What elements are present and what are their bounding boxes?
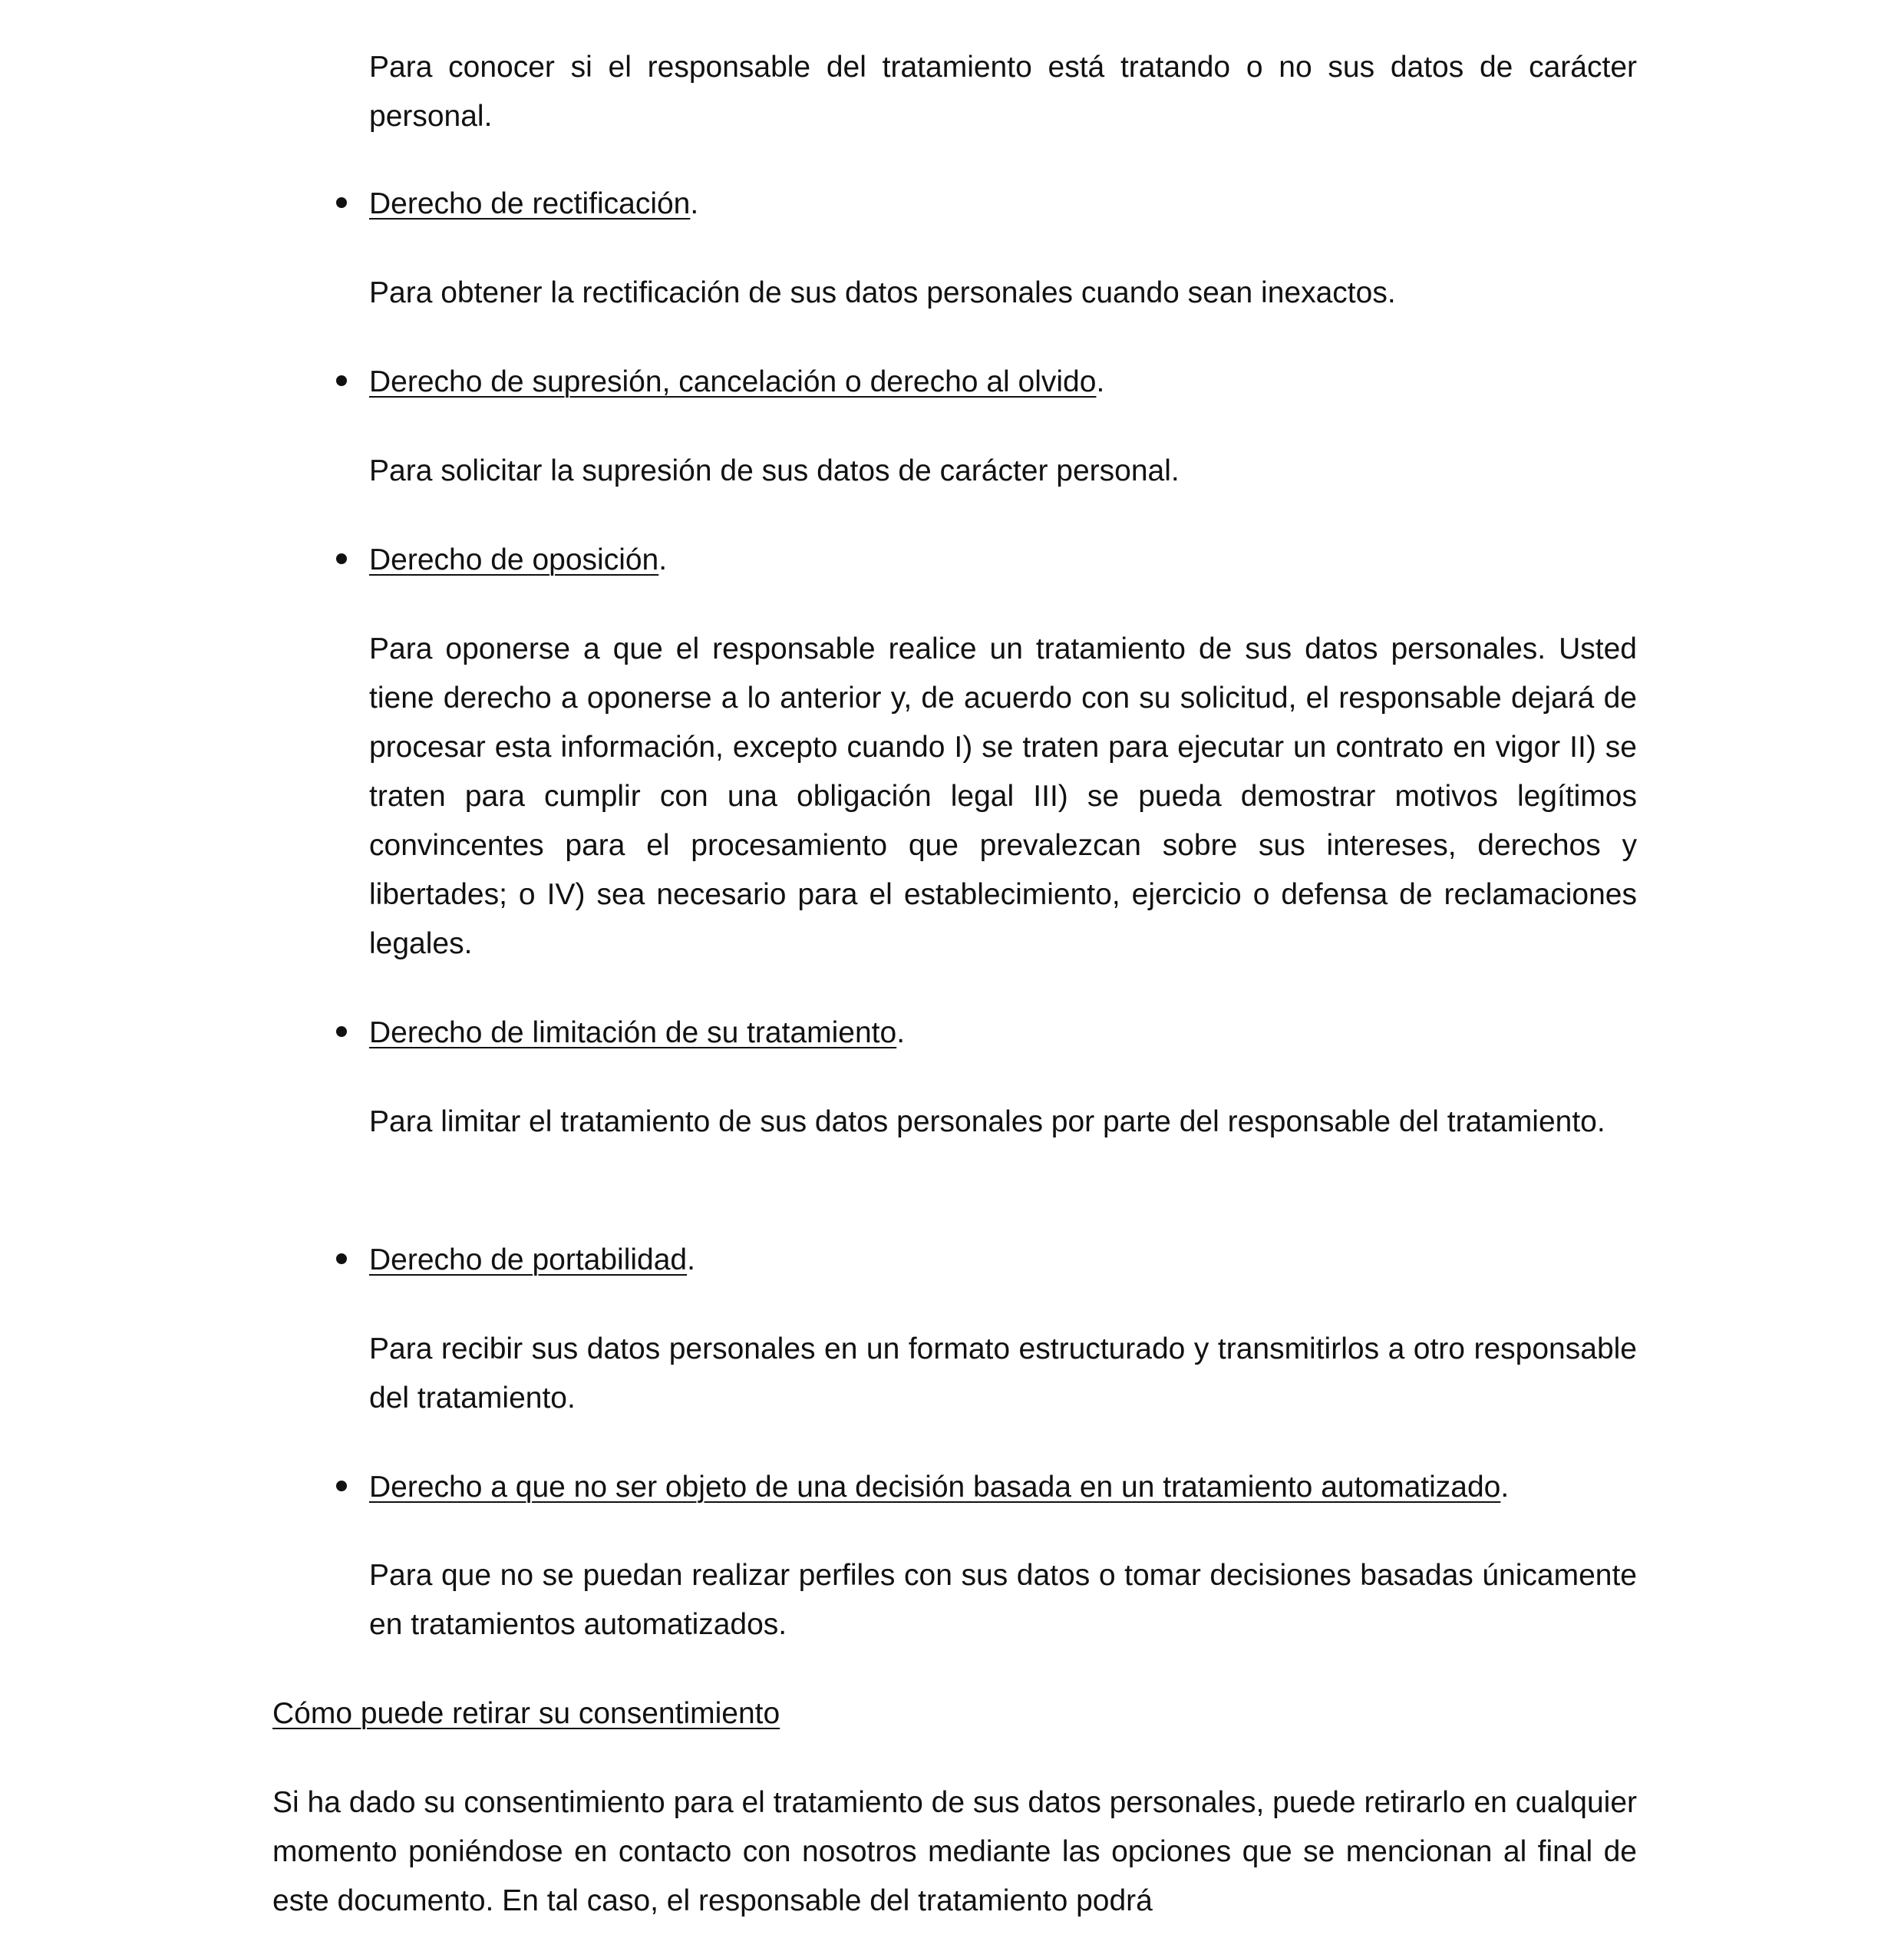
erasure-description: Para solicitar la supresión de sus datos de carácter personal.	[369, 454, 1180, 487]
bullet-suffix: .	[690, 187, 699, 220]
bullet-title: Derecho de rectificación	[369, 187, 691, 220]
section-heading	[272, 1689, 1637, 1738]
bullet-title: Derecho de limitación de su tratamiento	[369, 1016, 897, 1049]
bullet-dot-icon	[336, 1253, 347, 1264]
bullet-dot-icon	[336, 197, 347, 208]
bullet-rectification	[336, 180, 1641, 229]
bullet-dot-icon	[336, 553, 347, 564]
bullet-title: Derecho de oposición	[369, 543, 659, 576]
consent-withdrawal-body: Si ha dado su consentimiento para el tratamiento de sus datos personales, puede retirarlo en cualquier momento poniéndose en contacto con nosotros mediante las opciones que se mencionan al final de este documento. En tal caso, el responsable del tratamiento podrá	[272, 1786, 1637, 1917]
bullet-suffix: .	[1500, 1471, 1510, 1504]
bullet-portability	[336, 1236, 1641, 1285]
bullet-suffix: .	[896, 1016, 906, 1049]
portability-description: Para recibir sus datos personales en un formato estructurado y transmitirlos a otro responsable del tratamiento.	[369, 1332, 1637, 1415]
bullet-dot-icon	[336, 1026, 347, 1037]
bullet-title: Derecho de portabilidad	[369, 1243, 688, 1276]
bullet-erasure	[336, 358, 1641, 407]
limitation-description: Para limitar el tratamiento de sus datos personales por parte del responsable del tratamiento.	[369, 1105, 1605, 1138]
bullet-title: Derecho a que no ser objeto de una decisión basada en un tratamiento automatizado	[369, 1471, 1501, 1504]
objection-description: Para oponerse a que el responsable realice un tratamiento de sus datos personales. Usted tiene derecho a oponerse a lo anterior y, de acuerdo con su solicitud, el responsable dejará de procesar esta información, excepto cuando I) se traten para ejecutar un contrato en vigor II) se traten para cumplir con una obligación legal III) se pueda demostrar motivos legítimos convincentes para el procesamiento que prevalezcan sobre sus intereses, derechos y libertades; o IV) sea necesario para el establecimiento, ejercicio o defensa de reclamaciones legales.	[369, 632, 1637, 960]
bullet-dot-icon	[336, 1481, 347, 1491]
rectification-description: Para obtener la rectificación de sus datos personales cuando sean inexactos.	[369, 276, 1396, 309]
bullet-limitation	[336, 1009, 1641, 1058]
section-heading-text: Cómo puede retirar su consentimiento	[272, 1697, 780, 1730]
access-right-description: Para conocer si el responsable del tratamiento está tratando o no sus datos de carácter personal.	[369, 51, 1637, 133]
automated-decision-description: Para que no se puedan realizar perfiles con sus datos o tomar decisiones basadas únicamente en tratamientos automatizados.	[369, 1559, 1637, 1641]
bullet-suffix: .	[687, 1243, 695, 1276]
bullet-suffix: .	[658, 543, 668, 576]
bullet-automated-decision	[336, 1463, 1641, 1512]
bullet-suffix: .	[1096, 365, 1105, 398]
bullet-dot-icon	[336, 375, 347, 386]
bullet-title: Derecho de supresión, cancelación o derecho al olvido	[369, 365, 1097, 398]
bullet-objection	[336, 536, 1641, 585]
